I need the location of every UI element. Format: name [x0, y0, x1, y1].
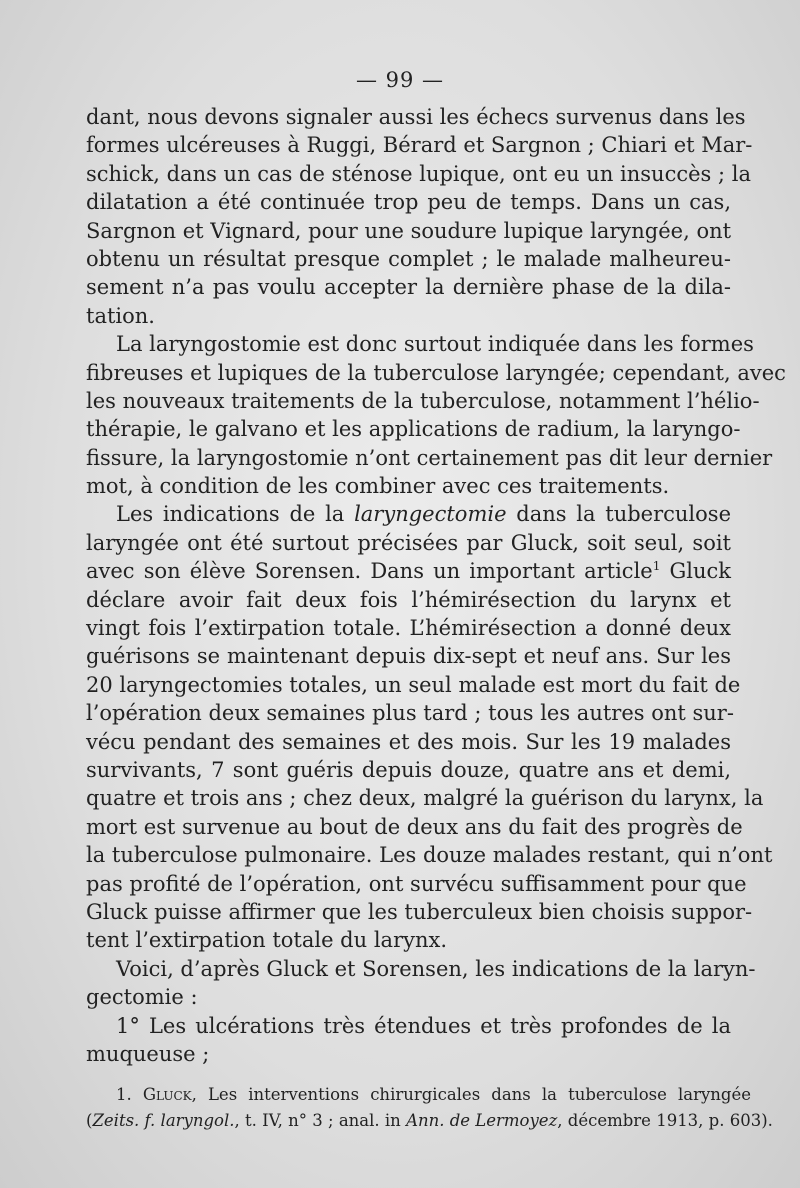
text-run: Gluck [660, 559, 731, 584]
text-line: dilatation a été continuée trop peu de temps. Dans un cas, [86, 190, 731, 215]
text-line: vingt fois l’extirpation totale. L’hémirésection a donné deux [86, 616, 731, 641]
text-run: Les indications de la [116, 502, 355, 527]
text-line: tation. [86, 303, 155, 328]
footnote-review: Ann. de Lermoyez [406, 1111, 558, 1130]
text-line: Sargnon et Vignard, pour une soudure lupique laryngée, ont [86, 218, 732, 243]
text-run: dans la tuberculose [506, 502, 731, 527]
text-line: fissure, la laryngostomie n’ont certainement pas dit leur dernier [86, 445, 773, 470]
text-line: thérapie, le galvano et les applications de radium, la laryngo- [86, 417, 741, 442]
text-line: muqueuse ; [86, 1041, 210, 1066]
text-line: La laryngostomie est donc surtout indiquée dans les formes [116, 332, 754, 357]
footnote-line [86, 1082, 751, 1108]
text-line: vécu pendant des semaines et des mois. Sur les 19 malades [86, 729, 731, 754]
footnote-ref: 1 [652, 559, 661, 574]
footnote-line [86, 1108, 773, 1134]
text-run: , décembre 1913, p. 603). [557, 1111, 773, 1130]
text-line: mort est survenue au bout de deux ans du fait des progrès de [86, 814, 743, 839]
footnote-author: Gluck [142, 1085, 192, 1104]
text-line: sement n’a pas voulu accepter la dernière phase de la dila- [86, 275, 731, 300]
text-line: les nouveaux traitements de la tuberculose, notamment l’hélio- [86, 388, 760, 413]
text-line: Gluck puisse affirmer que les tuberculeux bien choisis suppor- [86, 899, 753, 924]
text-line [86, 500, 731, 528]
text-line: fibreuses et lupiques de la tuberculose laryngée; cependant, avec [86, 360, 786, 385]
text-run: ( [86, 1111, 93, 1130]
italic-term: laryngectomie [354, 502, 507, 527]
text-line: la tuberculose pulmonaire. Les douze malades restant, qui n’ont [86, 843, 773, 868]
text-line: 20 laryngectomies totales, un seul malade est mort du fait de [86, 672, 741, 697]
text-line: dant, nous devons signaler aussi les échecs survenus dans les [86, 105, 746, 129]
text-run: , Les interventions chirurgicales dans la tuberculose laryngée [191, 1085, 752, 1104]
text-line: gectomie : [86, 985, 198, 1010]
text-line: tent l’extirpation totale du larynx. [86, 928, 448, 953]
page-number: — 99 — [355, 68, 445, 92]
footnote [86, 1082, 773, 1134]
text-line: mot, à condition de les combiner avec ces traitements. [86, 474, 670, 499]
text-line: quatre et trois ans ; chez deux, malgré la guérison du larynx, la [86, 786, 764, 811]
text-line: Voici, d’après Gluck et Sorensen, les indications de la laryn- [116, 956, 756, 981]
text-line: laryngée ont été surtout précisées par Gluck, soit seul, soit [86, 530, 731, 555]
text-line: survivants, 7 sont guéris depuis douze, quatre ans et demi, [86, 757, 731, 782]
footnote-journal: Zeits. f. laryngol. [92, 1111, 235, 1130]
text-run: , t. IV, n° 3 ; anal. in [234, 1111, 407, 1130]
body-text [86, 103, 786, 1068]
text-line: obtenu un résultat presque complet ; le malade malheureu- [86, 246, 731, 271]
text-line: guérisons se maintenant depuis dix-sept et neuf ans. Sur les [86, 644, 731, 669]
text-line [86, 557, 731, 585]
text-line: l’opération deux semaines plus tard ; tous les autres ont sur- [86, 701, 734, 726]
footnote-marker: 1. [116, 1085, 132, 1104]
text-line: déclare avoir fait deux fois l’hémirésection du larynx et [86, 587, 731, 612]
text-line: pas profité de l’opération, ont survécu suffisamment pour que [86, 871, 747, 896]
text-line: schick, dans un cas de sténose lupique, ont eu un insuccès ; la [86, 161, 751, 186]
text-line: formes ulcéreuses à Ruggi, Bérard et Sargnon ; Chiari et Mar- [86, 133, 753, 158]
text-run: avec son élève Sorensen. Dans un important article [86, 559, 653, 584]
text-line: 1° Les ulcérations très étendues et très profondes de la [116, 1013, 731, 1038]
